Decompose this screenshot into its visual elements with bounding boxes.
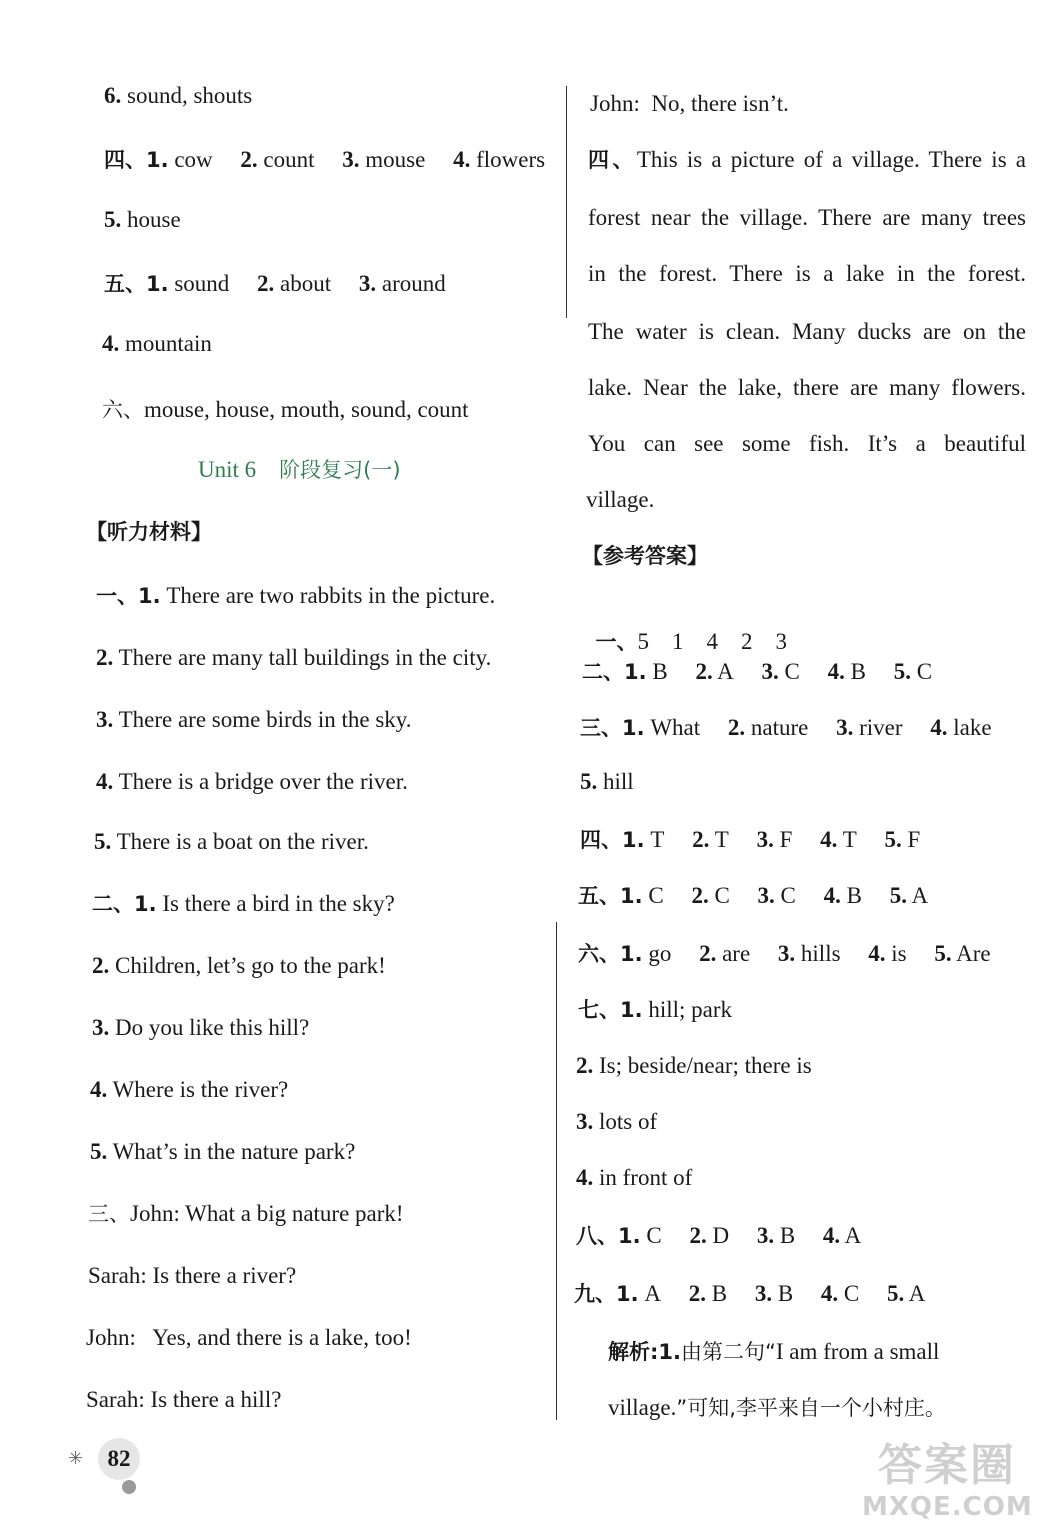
listening-line: 二、1. Is there a bird in the sky? [92, 891, 395, 916]
listening-line: 3. There are some birds in the sky. [96, 707, 412, 732]
listening-line: 4. Where is the river? [90, 1077, 289, 1102]
answer-line: 2. Is; beside/near; there is [576, 1053, 812, 1078]
listening-line: 4. There is a bridge over the river. [96, 769, 408, 794]
answer-line: 二、1. B 2. A 3. C 4. B 5. C [582, 659, 933, 684]
dialogue-line: 三、John: What a big nature park! [88, 1201, 404, 1226]
passage-line: 四、This is a picture of a village. There is a [588, 147, 1027, 172]
listening-line: 3. Do you like this hill? [92, 1015, 310, 1040]
answer-line: 六、mouse, house, mouth, sound, count [102, 397, 469, 422]
answer-line: 六、1. go 2. are 3. hills 4. is 5. Are [578, 941, 991, 966]
answer-heading: 【参考答案】 [582, 544, 708, 568]
dialogue-line: John: No, there isn’t. [590, 91, 789, 116]
answer-line: 八、1. C 2. D 3. B 4. A [576, 1223, 862, 1248]
passage-line: forest near the village. There are many trees [588, 205, 1026, 230]
dialogue-line: Sarah: Is there a hill? [86, 1387, 282, 1412]
passage-line: The water is clean. Many ducks are on the [588, 319, 1026, 344]
passage-line: in the forest. There is a lake in the forest. [588, 261, 1026, 286]
answer-line: 五、1. sound 2. about 3. around [104, 271, 446, 296]
answer-line: 九、1. A 2. B 3. B 4. C 5. A [574, 1281, 926, 1306]
answer-line: 一、5 1 4 2 3 [595, 629, 787, 654]
listening-line: 5. There is a boat on the river. [94, 829, 369, 854]
dialogue-line: Sarah: Is there a river? [88, 1263, 297, 1288]
watermark-bottom: MXQE.COM [862, 1492, 1033, 1522]
column-divider [556, 922, 557, 1420]
answer-line: 三、1. What 2. nature 3. river 4. lake [580, 715, 992, 740]
watermark [862, 1440, 1032, 1530]
dot-icon [122, 1480, 136, 1494]
answer-line: 四、1. cow 2. count 3. mouse 4. flowers [104, 147, 546, 172]
listening-line: 2. Children, let’s go to the park! [92, 953, 386, 978]
unit-title: Unit 6 阶段复习(一) [198, 457, 401, 482]
answer-line: 四、1. T 2. T 3. F 4. T 5. F [580, 827, 921, 852]
passage-line: You can see some fish. It’s a beautiful [588, 431, 1026, 456]
column-divider [566, 86, 567, 318]
explanation-line: village.”可知,李平来自一个小村庄。 [608, 1395, 946, 1420]
answer-line: 七、1. hill; park [578, 997, 733, 1022]
answer-line: 五、1. C 2. C 3. C 4. B 5. A [578, 883, 929, 908]
answer-line: 5. house [104, 207, 181, 232]
passage-line: village. [586, 487, 655, 512]
answer-line: 4. in front of [576, 1165, 693, 1190]
sparkle-icon: ✳ [68, 1448, 84, 1469]
page-number: 82 [98, 1438, 140, 1480]
listening-line: 一、1. There are two rabbits in the picture. [96, 583, 496, 608]
passage-line: lake. Near the lake, there are many flowers. [588, 375, 1026, 400]
listening-line: 5. What’s in the nature park? [90, 1139, 356, 1164]
answer-line: 3. lots of [576, 1109, 658, 1134]
answer-line: 4. mountain [102, 331, 212, 356]
explanation-line: 解析:1.由第二句“I am from a small [608, 1339, 940, 1364]
watermark-top: 答案圈 [878, 1440, 1016, 1491]
answer-line: 5. hill [580, 769, 634, 794]
listening-heading: 【听力材料】 [86, 520, 212, 544]
answer-line: 6. sound, shouts [104, 83, 253, 108]
dialogue-line: John: Yes, and there is a lake, too! [86, 1325, 412, 1350]
listening-line: 2. There are many tall buildings in the city. [96, 645, 492, 670]
